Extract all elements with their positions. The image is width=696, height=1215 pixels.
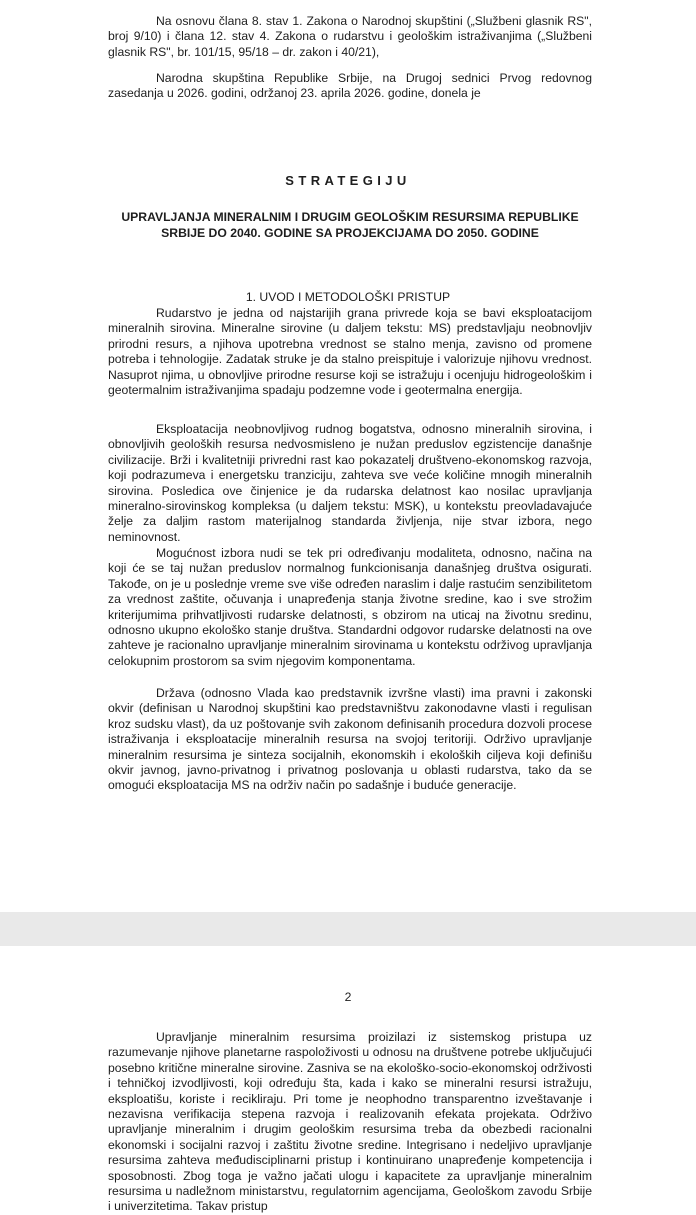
page-number: 2 [344, 990, 352, 1004]
document-page-2 [0, 946, 696, 1214]
page-separator [0, 912, 696, 946]
body-paragraph: Eksploatacija neobnovljivog rudnog bogatstva, odnosno mineralnih sirovina, i obnovljivih geoloških resursa nedvosmisleno je nužan preduslov egzistencije današnje civilizacije. Brži i kvalitetniji privredni rast kao pokazatelj društveno-ekonomskog razvoja, koji podrazumeva i energetsku tranziciju, zahteva sve veće količine mnogih mineralnih sirovina. Posledica ove činjenice je da rudarska delatnost kao nosilac upravljanja mineralno-sirovinskog kompleksa (u daljem tekstu: MSK), u kontekstu preovladavajuće želje za daljim rastom materijalnog standarda življenja, nije stvar izbora, nego neminovnost. [108, 422, 592, 544]
adoption-statement: Narodna skupština Republike Srbije, na Drugoj sednici Prvog redovnog zasedanja u 2026. godini, održanoj 23. aprila 2026. godine, donela je [108, 71, 592, 101]
section-heading: 1. UVOD I METODOLOŠKI PRISTUP [245, 290, 451, 304]
document-title: STRATEGIJU [285, 173, 411, 188]
document-subtitle: UPRAVLJANJA MINERALNIM I DRUGIM GEOLOŠKIM RESURSIMA REPUBLIKE SRBIJE DO 2040. GODINE SA PROJEKCIJAMA DO 2050. GODINE [121, 210, 579, 240]
legal-basis-paragraph: Na osnovu člana 8. stav 1. Zakona o Narodnoj skupštini („Službeni glasnik RS", broj 9/10) i člana 12. stav 4. Zakona o rudarstvu i geološkim istraživanjima („Službeni glasnik RS", br. 101/15, 95/18 – dr. zakon i 40/21), [108, 14, 592, 59]
body-paragraph: Mogućnost izbora nudi se tek pri određivanju modaliteta, odnosno, načina na koji će se taj nužan preduslov normalnog funkcionisanja današnjeg društva osigurati. Takođe, on je u poslednje vreme sve više određen naraslim i dalje rastućim senzibilitetom za vrednost zaštite, očuvanja i unapređenja stanja životne sredine, kao i sve strožim kriterijumima prihvatljivosti rudarske delatnosti, s obzirom na uticaj na životnu sredinu, odnosno ukupno ekološko stanje društva. Standardni odgovor rudarske delatnosti na ove zahteve je racionalno upravljanje mineralnim sirovinama u kontekstu održivog upravljanja celokupnim prostorom sa svim njegovim komponentama. [108, 546, 592, 668]
body-paragraph: Država (odnosno Vlada kao predstavnik izvršne vlasti) ima pravni i zakonski okvir (definisan u Narodnoj skupštini kao predstavništvu zakonodavne vlasti i regulisan kroz sudsku vlast), da uz poštovanje svih zakonom definisanih procedura dozvoli procese istraživanja i eksploatacije mineralnih resursa na svojoj teritoriji. Održivo upravljanje mineralnim resursima je sinteza socijalnih, ekonomskih i ekoloških ciljeva koji definišu okvir javnog, javno-privatnog i privatnog poslovanja u oblasti rudarstva, tako da se omogući eksploatacija MS na održiv način po sadašnje i buduće generacije. [108, 686, 592, 793]
body-paragraph: Rudarstvo je jedna od najstarijih grana privrede koja se bavi eksploatacijom mineralnih sirovina. Mineralne sirovine (u daljem tekstu: MS) predstavljaju neobnovljiv prirodni resurs, a njihova upotrebna vrednost se stalno menja, zavisno od promene potreba i tehnologije. Zadatak struke je da stalno preispituje i valorizuje njihovu vrednost. Nasuprot njima, u obnovljive prirodne resurse koji se istražuju i ocenjuju hidrogeološkim i geotermalnim istraživanjima spadaju podzemne vode i geotermalna energija. [108, 306, 592, 398]
body-paragraph: Upravljanje mineralnim resursima proizilazi iz sistemskog pristupa uz razumevanje njihove planetarne raspoloživosti u odnosu na društvene potrebe uključujući posebno kritične mineralne sirovine. Zasniva se na ekološko-socio-ekonomskoj održivosti i tehničkoj izvodljivosti, koji određuju šta, kada i kako se mineralni resursi istražuju, eksploatišu, koriste i recikliraju. Pri tome je neophodno transparentno izveštavanje i nezavisna verifikacija stepena razvoja i realizovanih efekata projekata. Održivo upravljanje mineralnim i drugim geološkim resursima treba da obezbedi racionalni ekonomski i socijalni razvoj i zaštitu životne sredine. Integrisano i nedeljivo upravljanje resursima zahteva međudisciplinarni pristup i kontinuirano unapređenje kompetencija i sposobnosti. Zbog toga je važno jačati ulogu i kapacitete za upravljanje mineralnim resursima u nadležnom ministarstvu, regulatornim agencijama, Geološkom zavodu Srbije i univerzitetima. Takav pristup [108, 1030, 592, 1214]
